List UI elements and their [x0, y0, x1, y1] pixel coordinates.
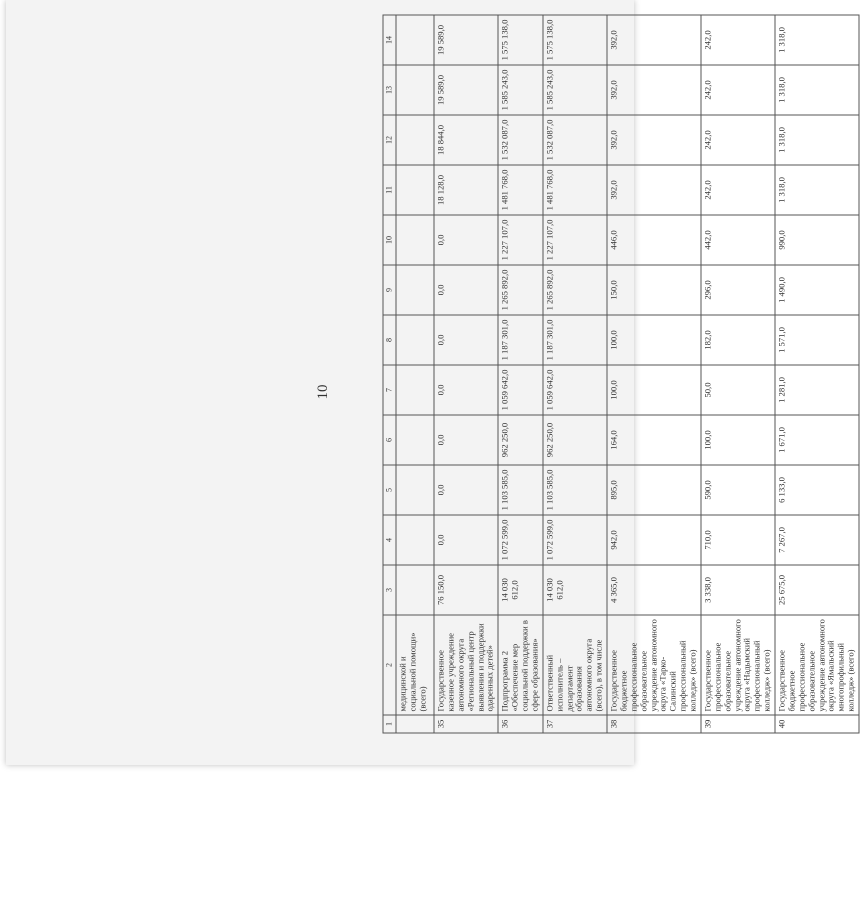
column-header: 9 — [383, 265, 396, 315]
row-number-cell: 37 — [543, 715, 607, 733]
value-cell: 1 318,0 — [775, 115, 859, 165]
table-row — [498, 15, 543, 733]
value-cell: 4 365,0 — [607, 565, 701, 615]
value-cell: 710,0 — [701, 515, 775, 565]
value-cell: 1 265 892,0 — [498, 265, 543, 315]
value-cell: 19 589,0 — [434, 65, 498, 115]
row-name-cell: Государственное профессиональное образовательное учреждение автономного округа «Надымский профессиональный колледж» (всего) — [701, 615, 775, 715]
value-cell: 1 585 243,0 — [543, 65, 607, 115]
value-cell: 76 150,0 — [434, 565, 498, 615]
value-cell: 100,0 — [607, 365, 701, 415]
value-cell: 1 103 585,0 — [543, 465, 607, 515]
value-cell: 18 128,0 — [434, 165, 498, 215]
value-cell: 1 571,0 — [775, 315, 859, 365]
value-cell: 392,0 — [607, 115, 701, 165]
value-cell: 14 030 612,0 — [498, 565, 543, 615]
value-cell: 1 103 585,0 — [498, 465, 543, 515]
value-cell: 1 575 138,0 — [543, 15, 607, 65]
value-cell: 1 072 599,0 — [543, 515, 607, 565]
value-cell: 0,0 — [434, 315, 498, 365]
row-name-cell: Подпрограмма 2 «Обеспечение мер социальной поддержки в сфере образования» — [498, 615, 543, 715]
column-header: 14 — [383, 15, 396, 65]
value-cell: 1 532 087,0 — [498, 115, 543, 165]
value-cell: 100,0 — [701, 415, 775, 465]
column-header: 13 — [383, 65, 396, 115]
table-row — [434, 15, 498, 733]
value-cell — [396, 365, 434, 415]
value-cell: 1 187 301,0 — [498, 315, 543, 365]
column-header: 4 — [383, 515, 396, 565]
value-cell: 392,0 — [607, 165, 701, 215]
value-cell: 100,0 — [607, 315, 701, 365]
value-cell: 0,0 — [434, 465, 498, 515]
value-cell — [396, 215, 434, 265]
value-cell: 1 318,0 — [775, 65, 859, 115]
value-cell: 1 227 107,0 — [498, 215, 543, 265]
value-cell: 296,0 — [701, 265, 775, 315]
value-cell: 1 187 301,0 — [543, 315, 607, 365]
column-header: 10 — [383, 215, 396, 265]
value-cell: 7 267,0 — [775, 515, 859, 565]
column-header: 8 — [383, 315, 396, 365]
value-cell: 0,0 — [434, 215, 498, 265]
rotated-table-wrapper — [383, 19, 856, 734]
header-row — [383, 15, 396, 733]
value-cell — [396, 415, 434, 465]
column-header: 11 — [383, 165, 396, 215]
value-cell: 1 072 599,0 — [498, 515, 543, 565]
budget-table — [383, 15, 860, 734]
value-cell — [396, 565, 434, 615]
value-cell: 1 575 138,0 — [498, 15, 543, 65]
column-header: 2 — [383, 615, 396, 715]
value-cell: 1 059 642,0 — [543, 365, 607, 415]
value-cell: 1 318,0 — [775, 15, 859, 65]
value-cell — [396, 265, 434, 315]
row-number-cell: 35 — [434, 715, 498, 733]
value-cell — [396, 115, 434, 165]
value-cell: 242,0 — [701, 65, 775, 115]
value-cell: 590,0 — [701, 465, 775, 515]
table-row — [701, 15, 775, 733]
table-row — [543, 15, 607, 733]
value-cell: 50,0 — [701, 365, 775, 415]
value-cell: 150,0 — [607, 265, 701, 315]
value-cell: 1 671,0 — [775, 415, 859, 465]
value-cell — [396, 15, 434, 65]
row-name-cell: Государственное бюджетное профессиональное образовательное учреждение автономного округа «Ямальский многопрофильный колледж» (всего) — [775, 615, 859, 715]
column-header: 5 — [383, 465, 396, 515]
value-cell: 164,0 — [607, 415, 701, 465]
value-cell: 25 675,0 — [775, 565, 859, 615]
value-cell: 392,0 — [607, 65, 701, 115]
value-cell: 1 585 243,0 — [498, 65, 543, 115]
value-cell: 962 250,0 — [498, 415, 543, 465]
value-cell: 182,0 — [701, 315, 775, 365]
value-cell — [396, 515, 434, 565]
value-cell: 962 250,0 — [543, 415, 607, 465]
value-cell — [396, 315, 434, 365]
value-cell: 6 133,0 — [775, 465, 859, 515]
row-name-cell: медицинской и социальной помощи» (всего) — [396, 615, 434, 715]
value-cell: 1 227 107,0 — [543, 215, 607, 265]
value-cell — [396, 465, 434, 515]
value-cell: 895,0 — [607, 465, 701, 515]
row-name-cell: Государственное бюджетное профессиональное образовательное учреждение автономного округа «Тарко-Салинский профессиональный колледж» (всего) — [607, 615, 701, 715]
value-cell: 1 281,0 — [775, 365, 859, 415]
column-header: 3 — [383, 565, 396, 615]
value-cell: 19 589,0 — [434, 15, 498, 65]
row-number-cell: 36 — [498, 715, 543, 733]
value-cell: 18 844,0 — [434, 115, 498, 165]
value-cell: 1 532 087,0 — [543, 115, 607, 165]
column-header: 7 — [383, 365, 396, 415]
column-header: 12 — [383, 115, 396, 165]
value-cell: 1 265 892,0 — [543, 265, 607, 315]
value-cell: 1 481 768,0 — [498, 165, 543, 215]
value-cell: 0,0 — [434, 415, 498, 465]
value-cell: 442,0 — [701, 215, 775, 265]
column-header: 1 — [383, 715, 396, 733]
table-row — [607, 15, 701, 733]
value-cell: 0,0 — [434, 365, 498, 415]
column-header: 6 — [383, 415, 396, 465]
value-cell: 990,0 — [775, 215, 859, 265]
row-number-cell: 38 — [607, 715, 701, 733]
value-cell: 0,0 — [434, 265, 498, 315]
value-cell: 1 490,0 — [775, 265, 859, 315]
row-name-cell: Ответственный исполнитель – департамент образования автономного округа (всего), в том числе — [543, 615, 607, 715]
value-cell: 1 059 642,0 — [498, 365, 543, 415]
value-cell: 1 318,0 — [775, 165, 859, 215]
value-cell: 446,0 — [607, 215, 701, 265]
value-cell: 942,0 — [607, 515, 701, 565]
value-cell: 0,0 — [434, 515, 498, 565]
value-cell: 1 481 768,0 — [543, 165, 607, 215]
value-cell: 242,0 — [701, 115, 775, 165]
table-row — [775, 15, 859, 733]
row-name-cell: Государственное казенное учреждение автономного округа «Региональный центр выявления и поддержки одаренных детей» — [434, 615, 498, 715]
row-number-cell: 40 — [775, 715, 859, 733]
value-cell: 3 338,0 — [701, 565, 775, 615]
value-cell: 392,0 — [607, 15, 701, 65]
value-cell: 242,0 — [701, 165, 775, 215]
row-number-cell — [396, 715, 434, 733]
value-cell — [396, 65, 434, 115]
table-body — [396, 15, 859, 733]
row-number-cell: 39 — [701, 715, 775, 733]
page-number: 10 — [314, 384, 331, 400]
value-cell — [396, 165, 434, 215]
value-cell: 14 030 612,0 — [543, 565, 607, 615]
table-row — [396, 15, 434, 733]
value-cell: 242,0 — [701, 15, 775, 65]
